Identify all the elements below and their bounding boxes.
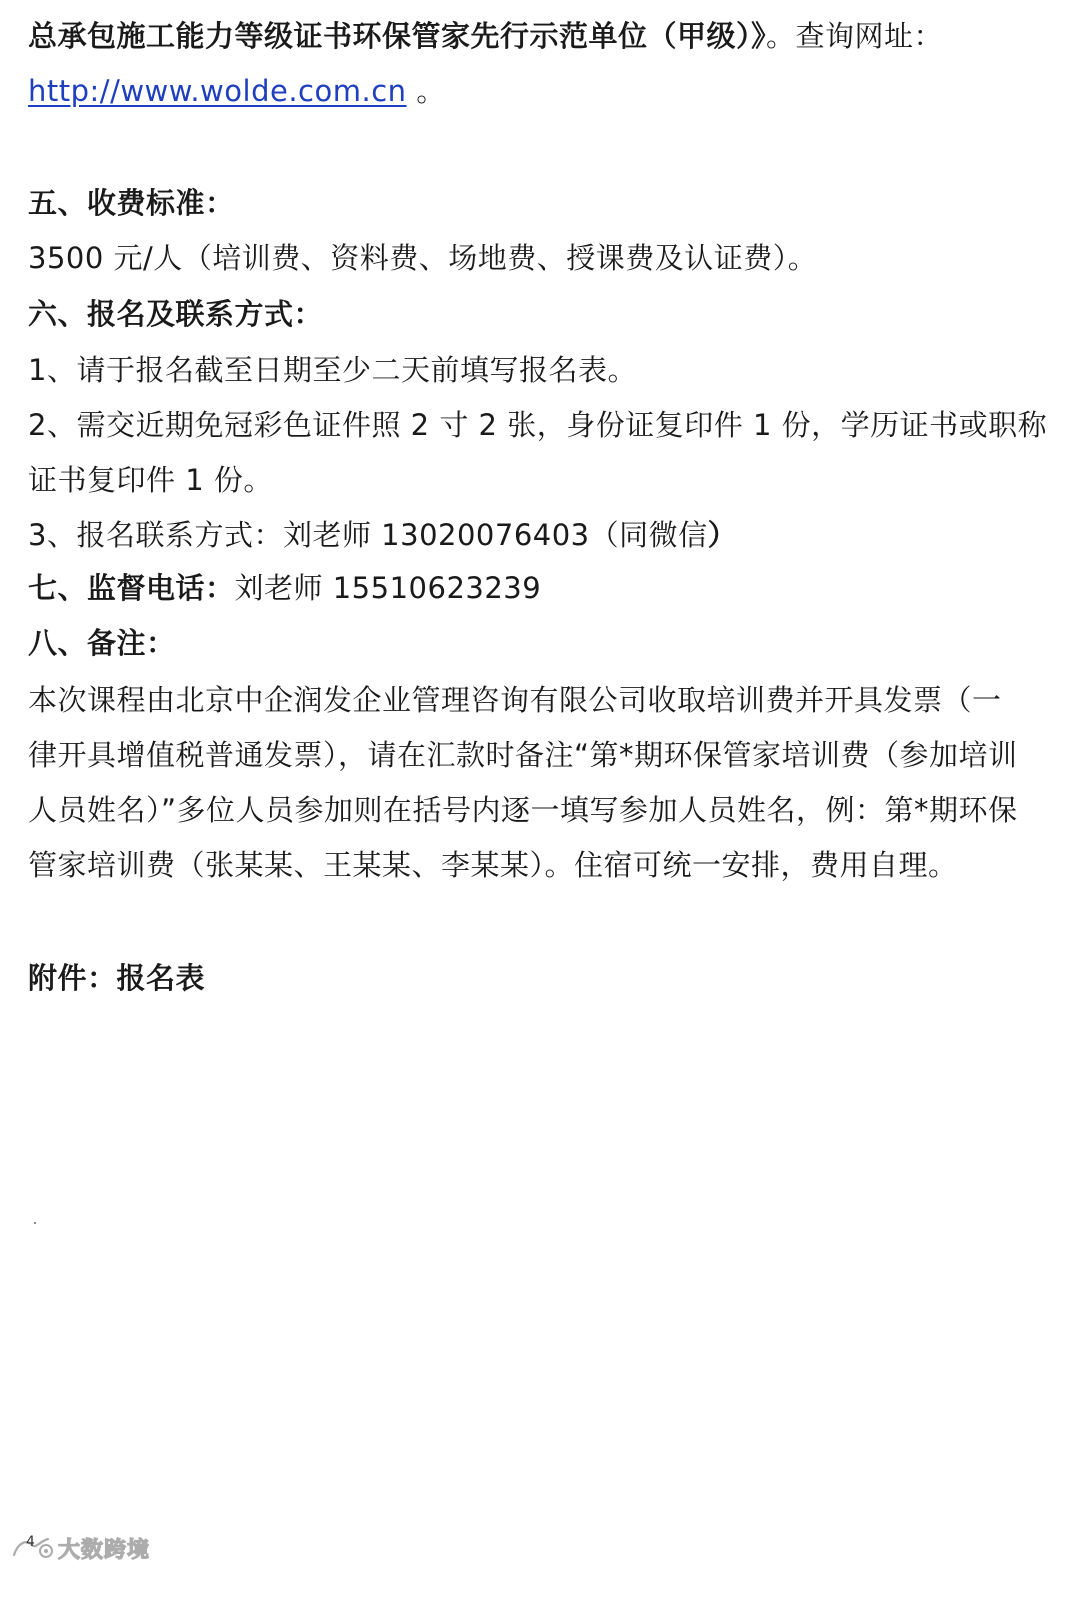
section-8-paragraph-line-4: 管家培训费（张某某、王某某、李某某）。住宿可统一安排，费用自理。 xyxy=(28,848,958,882)
stray-dot xyxy=(34,1222,36,1224)
section-7-heading: 七、监督电话： xyxy=(28,571,235,605)
url-line xyxy=(28,71,446,111)
section-8-heading: 八、备注： xyxy=(28,626,176,660)
page-number: 4 xyxy=(26,1534,35,1550)
section-8-paragraph-line-2: 律开具增值税普通发票），请在汇款时备注“第*期环保管家培训费（参加培训 xyxy=(28,738,1018,772)
intro-text: 。查询网址： xyxy=(766,19,944,53)
section-6-item-2-line-2: 证书复印件 1 份。 xyxy=(28,463,273,497)
section-7-line xyxy=(28,568,541,608)
attachment-label: 附件：报名表 xyxy=(28,961,206,995)
section-8-paragraph-line-1: 本次课程由北京中企润发企业管理咨询有限公司收取培训费并开具发票（一 xyxy=(28,683,1002,717)
contact-close-paren: ） xyxy=(707,518,738,552)
url-trailing-text: 。 xyxy=(406,74,446,108)
intro-bold-text: 总承包施工能力等级证书环保管家先行示范单位（甲级）》 xyxy=(28,19,767,53)
section-6-item-3 xyxy=(28,515,737,555)
contact-text: 3、报名联系方式：刘老师 13020076403（同微信 xyxy=(28,518,708,552)
section-7-text: 刘老师 15510623239 xyxy=(234,571,542,605)
section-8-paragraph-line-3: 人员姓名）”多位人员参加则在括号内逐一填写参加人员姓名，例：第*期环保 xyxy=(28,793,1018,827)
section-6-heading: 六、报名及联系方式： xyxy=(28,297,324,331)
section-6-item-2-line-1: 2、需交近期免冠彩色证件照 2 寸 2 张，身份证复印件 1 份，学历证书或职称 xyxy=(28,408,1048,442)
watermark-text: 大数跨境 xyxy=(58,1537,151,1563)
intro-line xyxy=(28,16,943,56)
section-6-item-1: 1、请于报名截至日期至少二天前填写报名表。 xyxy=(28,353,637,387)
section-5-heading: 五、收费标准： xyxy=(28,186,235,220)
section-5-text: 3500 元/人（培训费、资料费、场地费、授课费及认证费）。 xyxy=(28,241,818,275)
website-link[interactable]: http://www.wolde.com.cn xyxy=(28,74,407,108)
